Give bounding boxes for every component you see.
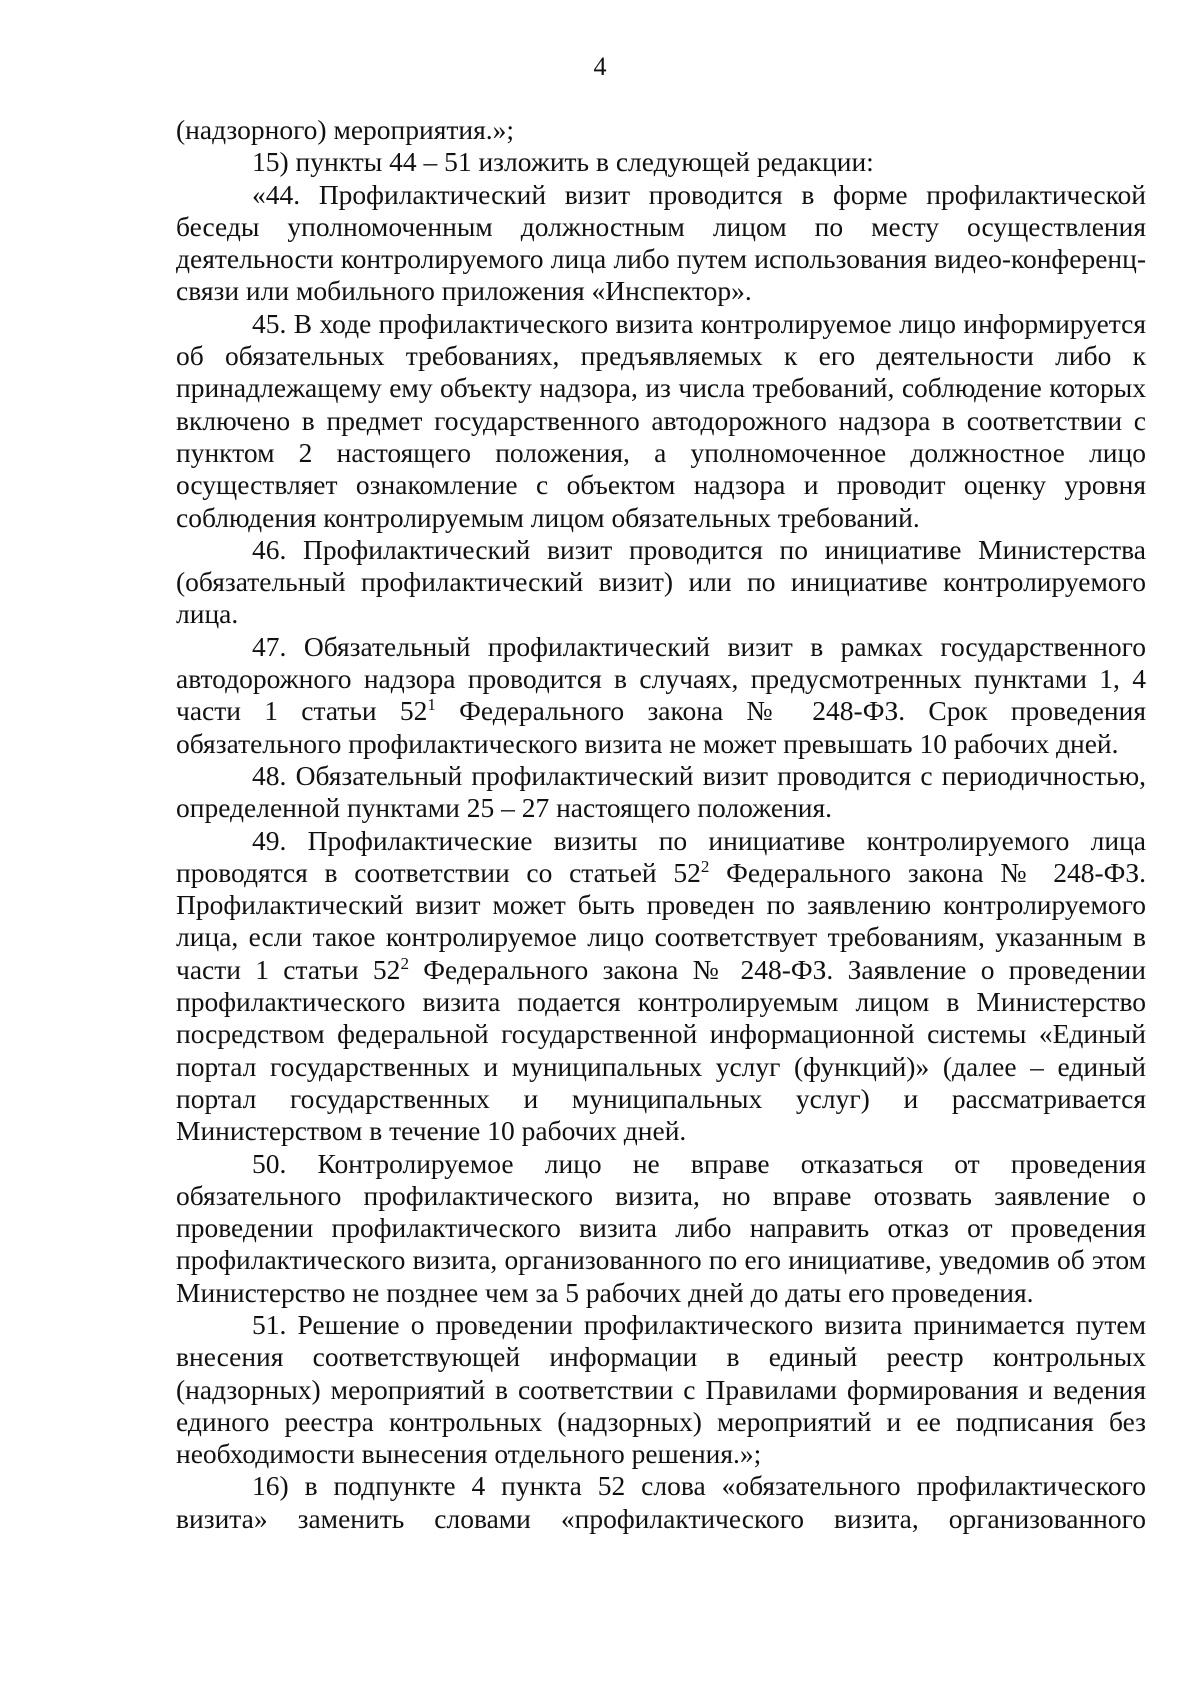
paragraph-point-50: 50. Контролируемое лицо не вправе отказаться от проведения обязательного профилактического визита, но вправе отозвать заявление о проведении профилактического визита либо направить отказ от проведения профилактического визита, организованного по его инициативе, уведомив об этом Министерство не позднее чем за 5 рабочих дней до даты его проведения. [176, 1147, 1146, 1308]
paragraph-point-51: 51. Решение о проведении профилактического визита принимается путем внесения соответствующей информации в единый реестр контрольных (надзорных) мероприятий в соответствии с Правилами формирования и ведения единого реестра контрольных (надзорных) мероприятий и ее подписания без необходимости вынесения отдельного решения.»; [176, 1308, 1146, 1470]
paragraph-point-49 [176, 825, 1146, 1148]
document-body [176, 114, 1146, 1535]
paragraph-point-47 [176, 631, 1146, 760]
paragraph-item-15: 15) пункты 44 – 51 изложить в следующей редакции: [252, 146, 874, 178]
paragraph-point-48: 48. Обязательный профилактический визит проводится с периодичностью, определенной пунктами 25 – 27 настоящего положения. [176, 759, 1146, 824]
paragraph-item-16: 16) в подпункте 4 пункта 52 слова «обязательного профилактического визита» заменить словами «профилактического визита, организованного [176, 1470, 1146, 1534]
superscript-article-index: 1 [427, 695, 436, 715]
paragraph-point-49-part-b: Федерального закона № 248-ФЗ. Профилактический визит может быть проведен по заявлению контролируемого лица, если такое контролируемое лицо соответствует требованиям, указанным в части 1 статьи 52 [176, 856, 1146, 985]
superscript-article-index: 2 [700, 856, 710, 876]
paragraph-continuation: (надзорного) мероприятия.»; [176, 114, 515, 145]
superscript-article-index: 2 [400, 953, 409, 973]
paragraph-point-49-part-a: 49. Профилактические визиты по инициативе контролируемого лица проводятся в соответствии со статьей 52 [176, 824, 1146, 888]
page-number: 4 [593, 52, 607, 81]
paragraph-point-49-part-c: Федерального закона № 248-ФЗ. Заявление о проведении профилактического визита подается контролируемым лицом в Министерство посредством федеральной государственной информационной системы «Единый портал государственных и муниципальных услуг (функций)» (далее – единый портал государственных и муниципальных услуг) и рассматривается Министерством в течение 10 рабочих дней. [176, 953, 1146, 1147]
paragraph-point-45: 45. В ходе профилактического визита контролируемое лицо информируется об обязательных требованиях, предъявляемых к его деятельности либо к принадлежащему ему объекту надзора, из числа требований, соблюдение которых включено в предмет государственного автодорожного надзора в соответствии с пунктом 2 настоящего положения, а уполномоченное должностное лицо осуществляет ознакомление с объектом надзора и проводит оценку уровня соблюдения контролируемым лицом обязательных требований. [176, 307, 1146, 533]
paragraph-point-46: 46. Профилактический визит проводится по инициативе Министерства (обязательный профилактический визит) или по инициативе контролируемого лица. [176, 533, 1146, 630]
paragraph-point-47-part-a: 47. Обязательный профилактический визит в рамках государственного автодорожного надзора проводится в случаях, предусмотренных пунктами 1, 4 части 1 статьи 52 [176, 630, 1146, 727]
paragraph-point-47-part-b: Федерального закона № 248-ФЗ. Срок проведения обязательного профилактического визита не может превышать 10 рабочих дней. [176, 695, 1146, 759]
paragraph-point-44: «44. Профилактический визит проводится в форме профилактической беседы уполномоченным должностным лицом по месту осуществления деятельности контролируемого лица либо путем использования видео-конференц-связи или мобильного приложения «Инспектор». [176, 178, 1146, 307]
